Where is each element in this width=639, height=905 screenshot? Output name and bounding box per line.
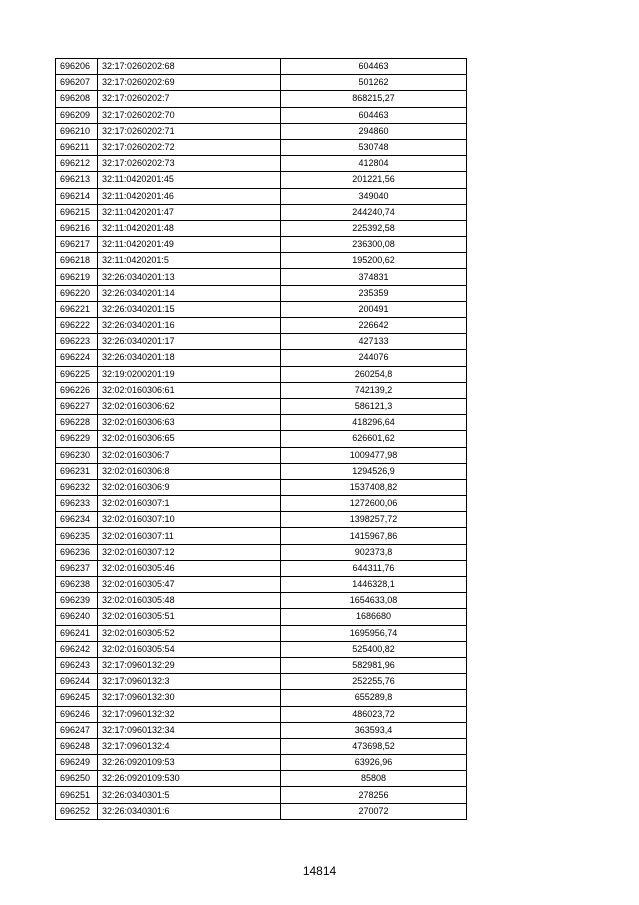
- table-row: [56, 512, 467, 528]
- table-row: [56, 91, 467, 107]
- cell-value: 278256: [281, 787, 467, 803]
- cell-id: 696219: [56, 269, 98, 285]
- cell-id: 696242: [56, 641, 98, 657]
- table-row: [56, 674, 467, 690]
- table-row: [56, 415, 467, 431]
- cell-id: 696245: [56, 690, 98, 706]
- cell-id: 696210: [56, 123, 98, 139]
- cell-value: 418296,64: [281, 415, 467, 431]
- table-row: [56, 75, 467, 91]
- cell-id: 696226: [56, 382, 98, 398]
- cell-value: 1654633,08: [281, 593, 467, 609]
- cell-cadastral-number: 32:02:0160307:1: [98, 496, 281, 512]
- cell-value: 374831: [281, 269, 467, 285]
- cell-cadastral-number: 32:02:0160305:52: [98, 625, 281, 641]
- cell-cadastral-number: 32:02:0160306:61: [98, 382, 281, 398]
- cell-value: 427133: [281, 334, 467, 350]
- cell-cadastral-number: 32:02:0160307:10: [98, 512, 281, 528]
- table-row: [56, 722, 467, 738]
- cell-value: 226642: [281, 318, 467, 334]
- table-row: [56, 641, 467, 657]
- cell-id: 696211: [56, 139, 98, 155]
- cell-value: 1294526,9: [281, 463, 467, 479]
- cell-cadastral-number: 32:11:0420201:46: [98, 188, 281, 204]
- cell-cadastral-number: 32:02:0160305:54: [98, 641, 281, 657]
- cell-value: 586121,3: [281, 398, 467, 414]
- cell-value: 501262: [281, 75, 467, 91]
- cell-cadastral-number: 32:19:0200201:19: [98, 366, 281, 382]
- table-row: [56, 318, 467, 334]
- cell-value: 582981,96: [281, 657, 467, 673]
- cell-id: 696220: [56, 285, 98, 301]
- cell-value: 195200,62: [281, 253, 467, 269]
- cell-id: 696212: [56, 156, 98, 172]
- cell-value: 260254,8: [281, 366, 467, 382]
- cell-cadastral-number: 32:11:0420201:45: [98, 172, 281, 188]
- cell-id: 696218: [56, 253, 98, 269]
- cell-id: 696249: [56, 755, 98, 771]
- cell-value: 1415967,86: [281, 528, 467, 544]
- table-row: [56, 285, 467, 301]
- table-row: [56, 237, 467, 253]
- cell-value: 236300,08: [281, 237, 467, 253]
- cell-id: 696252: [56, 803, 98, 819]
- cell-value: 201221,56: [281, 172, 467, 188]
- cell-id: 696228: [56, 415, 98, 431]
- table-row: [56, 447, 467, 463]
- table-body: [56, 59, 467, 820]
- table-row: [56, 577, 467, 593]
- cell-cadastral-number: 32:17:0960132:34: [98, 722, 281, 738]
- cell-cadastral-number: 32:26:0340201:17: [98, 334, 281, 350]
- cell-value: 270072: [281, 803, 467, 819]
- cell-cadastral-number: 32:26:0340201:15: [98, 301, 281, 317]
- cell-cadastral-number: 32:26:0920109:53: [98, 755, 281, 771]
- cell-cadastral-number: 32:02:0160305:46: [98, 560, 281, 576]
- cell-id: 696215: [56, 204, 98, 220]
- table-row: [56, 803, 467, 819]
- page-number: 14814: [302, 864, 337, 878]
- cell-cadastral-number: 32:11:0420201:49: [98, 237, 281, 253]
- table-row: [56, 560, 467, 576]
- cell-cadastral-number: 32:26:0340301:5: [98, 787, 281, 803]
- cell-id: 696221: [56, 301, 98, 317]
- table-row: [56, 496, 467, 512]
- cell-cadastral-number: 32:26:0340201:14: [98, 285, 281, 301]
- cell-value: 294860: [281, 123, 467, 139]
- table-row: [56, 172, 467, 188]
- table-row: [56, 787, 467, 803]
- table-row: [56, 350, 467, 366]
- cell-value: 530748: [281, 139, 467, 155]
- cell-id: 696234: [56, 512, 98, 528]
- cell-id: 696235: [56, 528, 98, 544]
- cell-cadastral-number: 32:17:0260202:73: [98, 156, 281, 172]
- table-row: [56, 366, 467, 382]
- cell-cadastral-number: 32:17:0960132:3: [98, 674, 281, 690]
- cell-id: 696239: [56, 593, 98, 609]
- table-row: [56, 431, 467, 447]
- cell-id: 696214: [56, 188, 98, 204]
- cell-cadastral-number: 32:11:0420201:47: [98, 204, 281, 220]
- cell-cadastral-number: 32:11:0420201:5: [98, 253, 281, 269]
- cell-value: 1272600,06: [281, 496, 467, 512]
- cadastral-value-table: [55, 58, 467, 820]
- cell-cadastral-number: 32:17:0960132:4: [98, 738, 281, 754]
- cell-value: 604463: [281, 107, 467, 123]
- table-row: [56, 107, 467, 123]
- cell-id: 696206: [56, 59, 98, 75]
- cell-id: 696250: [56, 771, 98, 787]
- cell-cadastral-number: 32:26:0340201:18: [98, 350, 281, 366]
- table-row: [56, 771, 467, 787]
- cell-value: 525400,82: [281, 641, 467, 657]
- cell-id: 696229: [56, 431, 98, 447]
- cell-id: 696207: [56, 75, 98, 91]
- table-row: [56, 253, 467, 269]
- cell-value: 604463: [281, 59, 467, 75]
- table-row: [56, 204, 467, 220]
- cell-id: 696247: [56, 722, 98, 738]
- table-row: [56, 738, 467, 754]
- table-row: [56, 301, 467, 317]
- cell-value: 655289,8: [281, 690, 467, 706]
- cell-value: 244240,74: [281, 204, 467, 220]
- cell-cadastral-number: 32:17:0960132:32: [98, 706, 281, 722]
- cell-value: 644311,76: [281, 560, 467, 576]
- cell-value: 252255,76: [281, 674, 467, 690]
- table-row: [56, 269, 467, 285]
- cell-value: 1398257,72: [281, 512, 467, 528]
- cell-id: 696223: [56, 334, 98, 350]
- cell-value: 63926,96: [281, 755, 467, 771]
- cell-cadastral-number: 32:17:0960132:30: [98, 690, 281, 706]
- cell-cadastral-number: 32:11:0420201:48: [98, 220, 281, 236]
- cell-id: 696209: [56, 107, 98, 123]
- cell-id: 696251: [56, 787, 98, 803]
- cell-cadastral-number: 32:02:0160306:63: [98, 415, 281, 431]
- table-row: [56, 463, 467, 479]
- cell-id: 696227: [56, 398, 98, 414]
- table-row: [56, 609, 467, 625]
- cell-cadastral-number: 32:02:0160305:48: [98, 593, 281, 609]
- cell-value: 626601,62: [281, 431, 467, 447]
- cell-id: 696237: [56, 560, 98, 576]
- cell-value: 1009477,98: [281, 447, 467, 463]
- table-row: [56, 188, 467, 204]
- cell-value: 1686680: [281, 609, 467, 625]
- table-row: [56, 593, 467, 609]
- cell-cadastral-number: 32:02:0160306:7: [98, 447, 281, 463]
- cell-value: 363593,4: [281, 722, 467, 738]
- cell-cadastral-number: 32:26:0340301:6: [98, 803, 281, 819]
- cell-value: 902373,8: [281, 544, 467, 560]
- cell-cadastral-number: 32:02:0160306:9: [98, 479, 281, 495]
- table-row: [56, 528, 467, 544]
- cell-id: 696232: [56, 479, 98, 495]
- table-row: [56, 334, 467, 350]
- cell-id: 696225: [56, 366, 98, 382]
- cell-id: 696224: [56, 350, 98, 366]
- cell-cadastral-number: 32:17:0260202:71: [98, 123, 281, 139]
- cell-cadastral-number: 32:17:0260202:72: [98, 139, 281, 155]
- cell-id: 696236: [56, 544, 98, 560]
- cell-cadastral-number: 32:17:0960132:29: [98, 657, 281, 673]
- cell-cadastral-number: 32:17:0260202:70: [98, 107, 281, 123]
- table-row: [56, 657, 467, 673]
- cell-id: 696213: [56, 172, 98, 188]
- cell-cadastral-number: 32:02:0160307:12: [98, 544, 281, 560]
- cell-value: 412804: [281, 156, 467, 172]
- cell-value: 235359: [281, 285, 467, 301]
- cell-id: 696231: [56, 463, 98, 479]
- cell-id: 696230: [56, 447, 98, 463]
- table-row: [56, 156, 467, 172]
- cell-value: 200491: [281, 301, 467, 317]
- table-row: [56, 139, 467, 155]
- cell-id: 696243: [56, 657, 98, 673]
- cell-cadastral-number: 32:26:0340201:13: [98, 269, 281, 285]
- cell-cadastral-number: 32:02:0160307:11: [98, 528, 281, 544]
- cell-value: 244076: [281, 350, 467, 366]
- table-row: [56, 398, 467, 414]
- cell-id: 696241: [56, 625, 98, 641]
- table-row: [56, 382, 467, 398]
- cell-value: 1695956,74: [281, 625, 467, 641]
- cell-id: 696233: [56, 496, 98, 512]
- cell-value: 473698,52: [281, 738, 467, 754]
- cell-cadastral-number: 32:26:0340201:16: [98, 318, 281, 334]
- table-row: [56, 755, 467, 771]
- table-row: [56, 59, 467, 75]
- cell-cadastral-number: 32:02:0160305:47: [98, 577, 281, 593]
- cell-cadastral-number: 32:02:0160306:65: [98, 431, 281, 447]
- cell-value: 742139,2: [281, 382, 467, 398]
- cell-id: 696240: [56, 609, 98, 625]
- table-row: [56, 479, 467, 495]
- cell-value: 1537408,82: [281, 479, 467, 495]
- table-row: [56, 706, 467, 722]
- cell-cadastral-number: 32:02:0160306:8: [98, 463, 281, 479]
- cell-id: 696222: [56, 318, 98, 334]
- cell-value: 225392,58: [281, 220, 467, 236]
- cell-cadastral-number: 32:17:0260202:7: [98, 91, 281, 107]
- table-row: [56, 220, 467, 236]
- cell-cadastral-number: 32:26:0920109:530: [98, 771, 281, 787]
- table-row: [56, 544, 467, 560]
- cell-id: 696244: [56, 674, 98, 690]
- cell-value: 868215,27: [281, 91, 467, 107]
- cell-id: 696248: [56, 738, 98, 754]
- cell-id: 696216: [56, 220, 98, 236]
- cell-value: 486023,72: [281, 706, 467, 722]
- cell-id: 696246: [56, 706, 98, 722]
- cell-cadastral-number: 32:17:0260202:68: [98, 59, 281, 75]
- cell-cadastral-number: 32:02:0160306:62: [98, 398, 281, 414]
- cell-cadastral-number: 32:02:0160305:51: [98, 609, 281, 625]
- cell-id: 696208: [56, 91, 98, 107]
- cell-value: 85808: [281, 771, 467, 787]
- table-row: [56, 690, 467, 706]
- cell-cadastral-number: 32:17:0260202:69: [98, 75, 281, 91]
- cell-value: 349040: [281, 188, 467, 204]
- table-row: [56, 625, 467, 641]
- cell-id: 696238: [56, 577, 98, 593]
- cell-value: 1446328,1: [281, 577, 467, 593]
- table-row: [56, 123, 467, 139]
- cell-id: 696217: [56, 237, 98, 253]
